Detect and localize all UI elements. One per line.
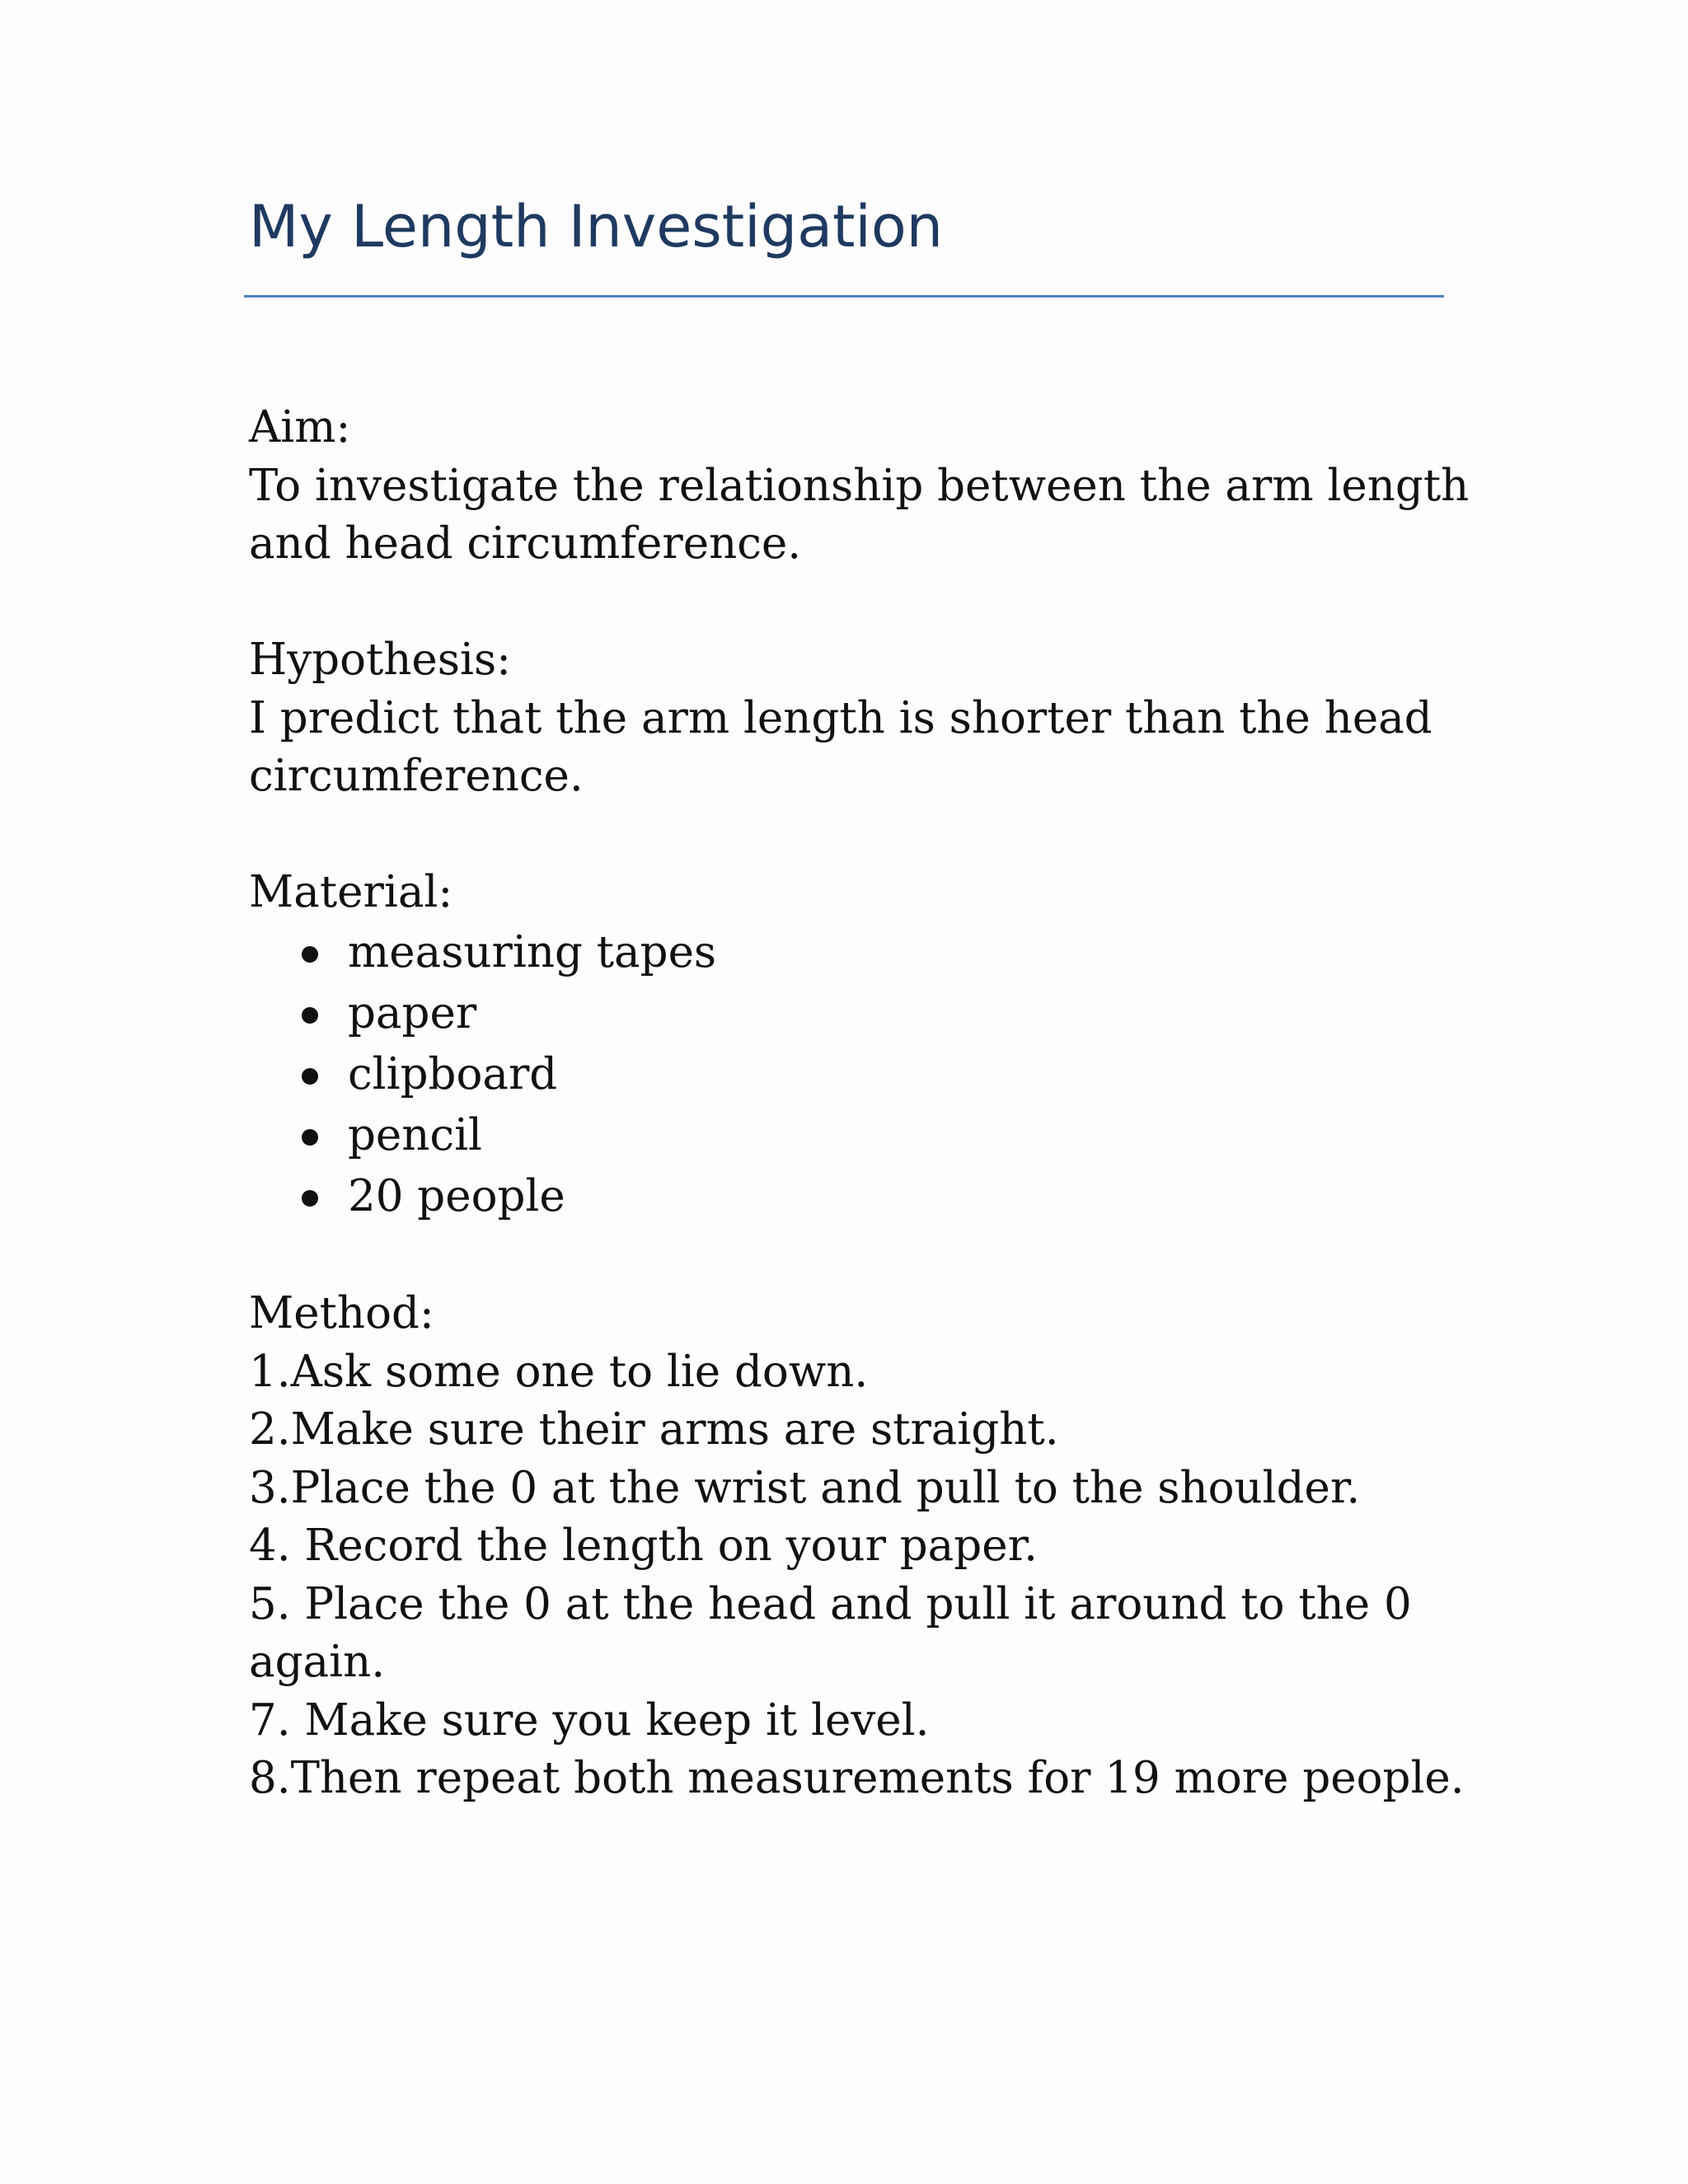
bullet-icon [302, 1129, 318, 1146]
material-list-item [249, 922, 1452, 983]
method-step: 5. Place the 0 at the head and pull it around to the 0 [249, 1578, 1412, 1629]
hypothesis-heading: Hypothesis: [249, 635, 511, 685]
material-item-label: measuring tapes [348, 926, 717, 977]
paragraph-spacer [249, 1227, 1452, 1286]
document-body [249, 399, 1470, 1808]
method-section [249, 1285, 1465, 1808]
aim-heading: Aim: [249, 402, 351, 452]
paragraph-spacer [249, 806, 1452, 865]
material-section [249, 864, 1452, 1227]
material-item-label: paper [348, 987, 477, 1038]
method-step: 1.Ask some one to lie down. [249, 1346, 869, 1397]
material-list-item [249, 983, 1452, 1044]
aim-text-line: and head circumference. [249, 518, 802, 569]
method-step: 2.Make sure their arms are straight. [249, 1404, 1059, 1455]
hypothesis-section [249, 631, 1452, 806]
material-list-item [249, 1166, 1452, 1227]
hypothesis-text-line: circumference. [249, 751, 584, 801]
material-heading: Material: [249, 867, 453, 917]
method-step: 8.Then repeat both measurements for 19 more people. [249, 1753, 1465, 1803]
material-list-item [249, 1105, 1452, 1166]
method-step: again. [249, 1637, 386, 1687]
material-item-label: 20 people [348, 1170, 565, 1221]
method-step: 3.Place the 0 at the wrist and pull to the shoulder. [249, 1462, 1361, 1513]
bullet-icon [302, 1068, 318, 1085]
title-underline-divider [244, 295, 1444, 298]
bullet-icon [302, 946, 318, 963]
material-list [249, 922, 1452, 1227]
paragraph-spacer [249, 574, 1452, 632]
aim-section [249, 399, 1470, 574]
bullet-icon [302, 1190, 318, 1207]
method-heading: Method: [249, 1288, 434, 1338]
material-list-item [249, 1044, 1452, 1105]
aim-text-line: To investigate the relationship between the arm length [249, 460, 1470, 511]
document-title: My Length Investigation [249, 193, 944, 260]
method-step: 4. Record the length on your paper. [249, 1521, 1038, 1571]
method-step: 7. Make sure you keep it level. [249, 1694, 930, 1746]
material-item-label: pencil [348, 1109, 483, 1160]
hypothesis-text-line: I predict that the arm length is shorter than the head [249, 692, 1432, 743]
bullet-icon [302, 1007, 318, 1024]
material-item-label: clipboard [348, 1048, 558, 1099]
